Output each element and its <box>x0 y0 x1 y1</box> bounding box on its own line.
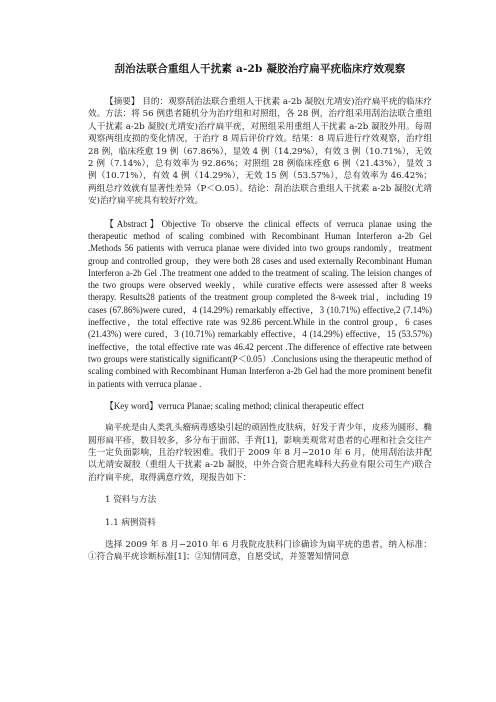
abstract-chinese: 【摘要】 目的：观察刮治法联合重组人干扰素 a-2b 凝胶(尤靖安)治疗扁平疣的临床疗效。方法：将 56 例患者随机分为治疗组和对照组，各 28 例，治疗组采用刮治法联合重组人干扰素 a-2b 凝胶(尤靖安)治疗扁平疣，对照组采用重组人干扰素 a-2b 凝胶外用。每周观察两组皮损的变化情况，于治疗 8 周后评价疗效。结果：8 周后进行疗效观察，治疗组 28 例，临床痊愈 19 例（67.86%），显效 4 例（14.29%），有效 3 例（10.71%），无效 2 例（7.14%），总有效率为 92.86%；对照组 28 例临床痊愈 6 例（21.43%），显效 3 例（10.71%），有效 4 例（14.29%），无效 15 例（53.57%），总有效率为 46.42%；两组总疗效就有显著性差异（P＜O.05）。结论：刮治法联合重组人干扰素 a-2b 凝胶(尤靖安)治疗扁平疣具有较好疗效。 <box>88 97 432 207</box>
introduction-paragraph: 扁平疣是由人类乳头瘤病毒感染引起的顽固性皮肤病，好发于青少年，皮疹为圆形、椭圆形扁平疹，数目较多，多分布于面部、手背[1]，影响美观常对患者的心理和社会交往产生一定负面影响，且治疗较困难。我们于 2009 年 8 月−2010 年 6 月，使用刮治法并配以尤靖安凝胶（重组人干扰素 a-2b 凝胶，中外合资合肥兆峰科大药业有限公司生产)联合治疗扁平疣，取得满意疗效，现报告如下： <box>88 423 432 483</box>
abstract-english: 【Abstract】Objective To observe the clinical effects of verruca planae using the therapeutic method of scaling combined with Recombinant Human Interferon a-2b Gel .Methods 56 patients with verruca planae were divided into two groups randomly，treatment group and controlled group，they were both 28 cases and used externally Recombinant Human Interferon a-2b Gel .The treatment one added to the treatment of scaling. The leision changes of the two groups were observed weekly，while curative effects were assessed after 8 weeks therapy. Results28 patients of the treatment group completed the 8-week trial，including 19 cases (67.86%)were cured，4 (14.29%) remarkably effective，3 (10.71%) effective,2 (7.14%) ineffective，the total effective rate was 92.86 percent.While in the control group，6 cases (21.43%) were cured，3 (10.71%) remarkably effective，4 (14.29%) effective，15 (53.57%) ineffective，the total effective rate was 46.42 percent .The difference of effective rate between two groups were statistically significant(P＜0.05）.Conclusions using the therapeutic method of scaling combined with Recombinant Human Interferon a-2b Gel had the more prominent benefit in patients with verruca planae . <box>88 218 432 389</box>
section-heading-1-1: 1.1 病例资料 <box>105 517 156 528</box>
section-heading-1: 1 资料与方法 <box>105 495 157 506</box>
keywords: 【Key word】verruca Planae; scaling method; clinical therapeutic effect <box>105 400 364 411</box>
paper-title: 刮治法联合重组人干扰素 a-2b 凝胶治疗扁平疣临床疗效观察 <box>114 63 406 75</box>
body-paragraph: 选择 2009 年 8 月−2010 年 6 月我院皮肤科门诊确诊为扁平疣的患者，纳入标准：①符合扁平疣诊断标准[1]；②知情同意，自愿受试，并签署知情同意 <box>88 539 432 563</box>
